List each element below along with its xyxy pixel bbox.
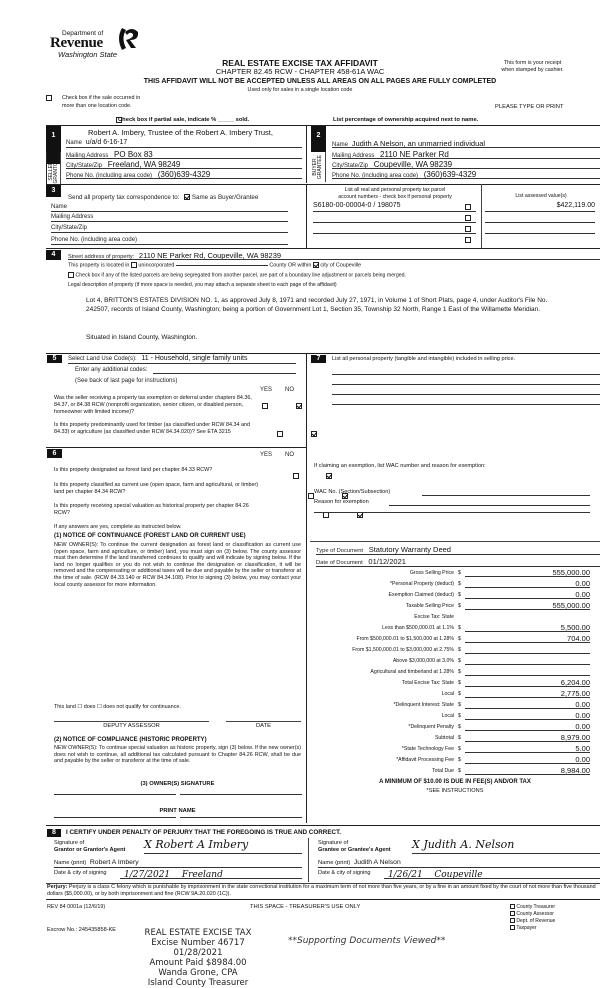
same-as-buyer-checkbox[interactable] xyxy=(184,194,190,200)
multi-location-label-1: Check box if the sale occurred in xyxy=(62,95,141,101)
s5-question-1: Was the seller receiving a property tax exemption or deferral under chapters 84.36, 84.37, or 84.38 RCW (nonprofit organization, senior citizen, or disabled person, homeowner with limited income)? xyxy=(54,395,252,415)
personal-property-line[interactable] xyxy=(332,390,600,395)
copy-checkbox[interactable] xyxy=(510,925,515,930)
grantee-date-row xyxy=(318,870,600,880)
amount-row-tier4: Above $3,000,000 at 3.0% $ xyxy=(310,656,600,666)
name-label: Name xyxy=(66,140,83,146)
yes-header: YES xyxy=(260,452,273,458)
wac-label: WAC No. (Section/Subsection) xyxy=(314,489,391,495)
grantee-signature-label-2: Grantee or Grantee's Agent xyxy=(318,847,391,853)
amount-label: Taxable Selling Price xyxy=(405,603,454,609)
seller-phone: (360)639-4329 xyxy=(157,170,211,179)
amount-row-personal-property: *Personal Property (deduct) $ 0.00 xyxy=(389,579,590,588)
street-address: 2110 NE Parker Rd, Coupeville, WA 98239 xyxy=(138,251,282,260)
amount-value[interactable] xyxy=(465,656,590,665)
stamp-excise-number: Excise Number 46717 xyxy=(151,938,245,948)
notice-1-text: NEW OWNER(S): To continue the current designation as forest land or classification as current use (open space, farm and agriculture, or timber) land, you must sign on (3) below. The county assessor must then determine if the land transferred continues to qualify and will indicate by signing below. If the land no longer qualifies or you do not wish to continue the designation or classification, it will be removed and the compensating or additional taxes will be due and payable by the seller or transferor at the time of sale. (RCW 84.33.140 or RCW 84.34.108). Prior to signing (3) below, you may contact your local county assessor for more information. xyxy=(54,542,301,588)
section-6-number: 6 xyxy=(47,449,62,458)
parcel-number: S6180-00-00004-0 / 198075 xyxy=(313,202,401,209)
form-subtitle: CHAPTER 82.45 RCW - CHAPTER 458-61A WAC xyxy=(215,67,385,76)
unincorporated-checkbox[interactable] xyxy=(131,262,137,268)
personal-property-line[interactable] xyxy=(332,370,600,375)
buyer-grantee-sidebar xyxy=(311,152,326,182)
date-city-label: Date & city of signing xyxy=(318,870,371,876)
doc-date-label: Date of Document xyxy=(316,560,363,566)
city-checkbox[interactable] xyxy=(313,262,319,268)
amount-label: *Delinquent Interest: State xyxy=(393,702,454,708)
buyer-name-field[interactable] xyxy=(332,139,600,148)
amount-label: From $1,500,000.01 to $3,000,000 at 2.75% xyxy=(352,647,454,653)
seller-name-line1: Robert A. Imbery, Trustee of the Robert A. Imbery Trust, xyxy=(88,128,273,137)
unincorporated-label: unincorporated xyxy=(138,262,175,269)
assessed-value: $422,119.00 xyxy=(556,202,595,209)
county-or-label: County OR within xyxy=(269,262,312,269)
form-revision: REV 84 0001a (12/6/19) xyxy=(47,904,106,910)
multi-location-checkbox[interactable] xyxy=(46,95,52,101)
owner-signature-line-2[interactable] xyxy=(180,790,302,795)
amount-label: Above $3,000,000 at 3.0% xyxy=(392,658,454,664)
seller-name-line2: u/a/d 6-16-17 xyxy=(85,139,128,146)
escrow-label: Escrow No.: xyxy=(47,927,78,933)
grantee-date-input[interactable] xyxy=(384,870,600,879)
amount-label: *Delinquent Penalty xyxy=(408,724,454,730)
amount-label: From $500,000.01 to $1,500,000 at 1.28% xyxy=(356,636,454,642)
city-label: City/State/Zip xyxy=(51,225,88,231)
grantee-name[interactable]: Judith A Nelson xyxy=(353,859,401,866)
notice-2-title: (2) NOTICE OF COMPLIANCE (HISTORIC PROPERTY) xyxy=(54,737,207,743)
amount-label: Subtotal xyxy=(434,735,454,741)
amount-row-processing-fee: *Affidavit Processing Fee $ 0.00 xyxy=(396,755,590,764)
copy-taxpayer xyxy=(510,925,555,932)
reason-label: Reason for exemption xyxy=(314,499,369,505)
amount-label: Local xyxy=(441,691,454,697)
grantor-signature-label-1: Signature of xyxy=(54,840,85,846)
phone-label: Phone No. (including area code) xyxy=(66,173,153,179)
parcel-header-2: account numbers - check box if personal property xyxy=(338,194,452,200)
buyer-mailing: 2110 NE Parker Rd xyxy=(380,150,449,159)
personal-property-line[interactable] xyxy=(332,380,600,385)
copy-county-treasurer xyxy=(510,904,555,911)
assessed-value-row[interactable] xyxy=(485,224,595,234)
section-5-number: 5 xyxy=(47,355,62,363)
parcel-header-1: List all real and personal property tax parcel xyxy=(344,187,446,193)
grantor-name[interactable]: Robert A Imbery xyxy=(89,859,139,866)
legal-description-label: Legal description of property (if more space is needed, you may attach a separate sheet to each page of the affidavit) xyxy=(68,282,337,288)
grantor-name-row xyxy=(54,859,302,868)
phone-label: Phone No. (including area code) xyxy=(51,237,138,243)
amount-row-tier2: From $500,000.01 to $1,500,000 at 1.28% $ 704.00 xyxy=(356,634,590,643)
name-print-label: Name (print) xyxy=(54,860,87,866)
s5-q1-no-checkbox[interactable] xyxy=(296,403,302,409)
s5-q1-yes-checkbox[interactable] xyxy=(262,403,268,409)
amount-row-local: Local $ 2,775.00 xyxy=(441,689,590,698)
amount-value[interactable]: 5,500.00 xyxy=(465,623,590,632)
legal-description-text: Lot 4, BRITTON'S ESTATES DIVISION NO. 1, as approved July 8, 1971 and recorded July 27, 1971, in Volume 1 of Short Plats, page 4, under Auditor's File No. 242507, records of Island County, Washington; being a portion of Government Lot 1, Section 35, Township 32 North, Range 1 East of the Willamette Meridian. xyxy=(86,297,548,313)
amount-value[interactable]: 5.00 xyxy=(465,744,590,753)
grantor-signature-label-2: Grantor or Grantor's Agent xyxy=(54,847,126,853)
copy-label: County Assessor xyxy=(516,911,554,917)
grantee-signature[interactable]: X Judith A. Nelson xyxy=(412,838,600,854)
grantor-city-signature: Freeland xyxy=(181,870,223,880)
personal-property-label: List all personal property (tangible and intangible) included in selling price. xyxy=(332,356,516,362)
amount-row-agricultural: Agricultural and timberland at 1.28% $ xyxy=(310,667,600,677)
doc-type-field[interactable] xyxy=(316,545,600,555)
grantee-name-row xyxy=(318,859,600,868)
copy-checkbox[interactable] xyxy=(510,911,515,916)
stamp-amount-paid: Amount Paid $8984.00 xyxy=(149,958,247,968)
s6-question-2: Is this property classified as current use (open space, farm and agricultural, or timber) land per chapter 84.34 RCW? xyxy=(54,482,259,495)
escrow-number: 245435858-KE xyxy=(78,927,117,933)
amount-row-delinquent-interest-local: Local $ 0.00 xyxy=(441,711,590,720)
assessed-value-row[interactable] xyxy=(485,213,595,223)
logo-line-3: Washington State xyxy=(58,50,118,59)
perjury-text: Perjury is a class C felony which is punishable by imprisonment in the state correctional institution for a maximum term of not more than five years, or by a fine in an amount fixed by the court of not more than five thousand dollars ($5,000.00), or by both imprisonment and fine (RCW 9A.20.020 (1C)). xyxy=(47,884,596,897)
phone-label: Phone No. (including area code) xyxy=(332,173,419,179)
personal-property-checkbox[interactable] xyxy=(465,237,471,243)
amount-value[interactable] xyxy=(465,645,590,654)
receipt-note-1: This form is your receipt xyxy=(503,60,562,66)
send-correspondence-row xyxy=(68,194,258,201)
reason-input-line-2[interactable] xyxy=(314,508,590,513)
amount-row-subtotal: Subtotal $ 8,979.00 xyxy=(434,733,590,742)
section-7-number: 7 xyxy=(311,355,326,363)
assessed-value-row[interactable] xyxy=(485,202,595,212)
grantee-city-signature: Coupeville xyxy=(434,870,483,880)
doc-type-label: Type of Document xyxy=(316,548,364,554)
seller-phone-field[interactable] xyxy=(66,170,302,179)
partial-sale-label: Check box if partial sale, indicate % _____ sold. xyxy=(118,117,250,123)
land-use-field[interactable] xyxy=(68,355,296,364)
name-label: Name xyxy=(332,142,349,148)
segregated-label: Check box if any of the listed parcels are being segregated from another parcel, are part of a boundary line adjustment or parcels being merged. xyxy=(75,272,406,279)
grantor-date-input[interactable] xyxy=(120,870,302,879)
no-header: NO xyxy=(285,452,294,458)
land-use-label: Select Land Use Code(s): xyxy=(68,356,137,362)
perjury-label: Perjury: xyxy=(47,884,68,890)
treasurer-use-label: THIS SPACE - TREASURER'S USE ONLY xyxy=(250,904,361,910)
mailing-label: Mailing Address xyxy=(51,214,94,220)
buyer-name: Judith A Nelson, an unmarried individual xyxy=(351,139,486,148)
wac-input[interactable] xyxy=(422,489,590,496)
s6-question-1: Is this property designated as forest land per chapter 84.33 RCW? xyxy=(54,467,213,473)
buyer-mailing-field[interactable] xyxy=(332,150,600,159)
copy-label: Taxpayer xyxy=(516,925,537,931)
form-title: REAL ESTATE EXCISE TAX AFFIDAVIT xyxy=(222,58,378,68)
seller-grantor-label: SELLER GRANTOR xyxy=(48,158,59,184)
located-in-label: This property is located in xyxy=(68,262,130,269)
amount-row-tier3: From $1,500,000.01 to $3,000,000 at 2.75% $ xyxy=(310,645,600,655)
logo-line-1: Department of xyxy=(62,30,104,37)
owner-signature-label: (3) OWNER(S) SIGNATURE xyxy=(140,781,215,787)
amount-label: Exemption Claimed (deduct) xyxy=(388,592,454,598)
tax-phone-field[interactable] xyxy=(51,237,288,245)
see-instructions-note: *SEE INSTRUCTIONS xyxy=(426,788,484,794)
section-2-number: 2 xyxy=(311,126,326,152)
doc-date-field[interactable] xyxy=(316,557,600,567)
amount-row-delinquent-interest-state: *Delinquent Interest: State $ 0.00 xyxy=(393,700,590,709)
doc-date: 01/12/2021 xyxy=(368,557,406,566)
street-label: Street address of property: xyxy=(68,254,135,260)
amount-value[interactable]: 8,984.00 xyxy=(465,766,590,775)
supporting-docs-note: **Supporting Documents Viewed** xyxy=(288,936,446,946)
buyer-grantee-label: BUYER GRANTEE xyxy=(312,154,323,180)
grantor-signature[interactable]: X Robert A Imbery xyxy=(144,838,302,854)
see-back-note: (See back of last page for instructions) xyxy=(75,378,178,384)
stamp-title: REAL ESTATE EXCISE TAX xyxy=(144,928,252,938)
dor-logo xyxy=(50,30,140,62)
copy-checkbox[interactable] xyxy=(510,918,515,923)
amount-label: *State Technology Fee xyxy=(401,746,454,752)
grantor-date: 1/27/2021 xyxy=(124,870,171,880)
additional-codes-label: Enter any additional codes: xyxy=(75,367,148,373)
seller-city-field[interactable] xyxy=(66,160,302,169)
copy-distribution-list xyxy=(510,904,555,932)
s5-q2-yes-checkbox[interactable] xyxy=(277,431,283,437)
reason-input[interactable] xyxy=(389,499,590,506)
notice-1-title: (1) NOTICE OF CONTINUANCE (FOREST LAND OR CURRENT USE) xyxy=(54,533,246,539)
amount-value[interactable]: 0.00 xyxy=(465,700,590,709)
amount-value[interactable]: 704.00 xyxy=(465,634,590,643)
personal-property-checkbox[interactable] xyxy=(465,215,471,221)
stamp-office: Island County Treasurer xyxy=(147,978,249,988)
buyer-city-field[interactable] xyxy=(332,160,600,169)
print-name-line-2[interactable] xyxy=(180,813,302,818)
amount-value[interactable]: 0.00 xyxy=(465,711,590,720)
ownership-note: List percentage of ownership acquired next to name. xyxy=(333,117,479,123)
name-label: Name xyxy=(51,204,68,210)
amount-value[interactable]: 8,979.00 xyxy=(465,733,590,742)
personal-property-checkbox[interactable] xyxy=(465,204,471,210)
personal-property-checkbox[interactable] xyxy=(465,226,471,232)
owner-signature-line-1[interactable] xyxy=(54,790,176,795)
additional-codes-row xyxy=(75,367,296,375)
copy-label: Dept. of Revenue xyxy=(516,918,556,924)
copy-county-assessor xyxy=(510,911,555,918)
deputy-assessor-label: DEPUTY ASSESSOR xyxy=(103,723,160,729)
city-label: city of Coupeville xyxy=(320,262,362,269)
amount-label: Excise Tax: State xyxy=(414,614,454,620)
amount-label: Total Due xyxy=(432,768,454,774)
amount-row-delinquent-penalty: *Delinquent Penalty $ 0.00 xyxy=(408,722,590,731)
send-correspondence-label: Send all property tax correspondence to: xyxy=(68,194,180,201)
parcel-row[interactable] xyxy=(313,224,476,234)
same-as-buyer-label: Same as Buyer/Grantee xyxy=(191,194,259,201)
amount-row-tier1: Less than $500,000.01 at 1.1% $ 5,500.00 xyxy=(382,623,590,632)
amount-label: Less than $500,000.01 at 1.1% xyxy=(382,625,454,631)
dor-swoosh-icon xyxy=(116,26,140,52)
amount-row-exemption: Exemption Claimed (deduct) $ 0.00 xyxy=(388,590,590,599)
parcel-row[interactable] xyxy=(313,213,476,223)
stamp-signer: Wanda Grone, CPA xyxy=(158,968,238,978)
section-8-number: 8 xyxy=(47,829,61,837)
date-city-label: Date & city of signing xyxy=(54,870,107,876)
buyer-phone: (360)639-4329 xyxy=(423,170,477,179)
print-name-label: PRINT NAME xyxy=(159,808,196,814)
no-header: NO xyxy=(285,387,294,393)
copy-checkbox[interactable] xyxy=(510,904,515,909)
seller-city: Freeland, WA 98249 xyxy=(107,160,181,169)
segregated-checkbox[interactable] xyxy=(68,272,74,278)
segregated-row xyxy=(68,272,406,278)
mailing-label: Mailing Address xyxy=(66,153,109,159)
amount-value[interactable]: 0.00 xyxy=(465,590,590,599)
parcel-row[interactable] xyxy=(313,235,476,245)
completion-warning: THIS AFFIDAVIT WILL NOT BE ACCEPTED UNLESS ALL AREAS ON ALL PAGES ARE FULLY COMPLETED xyxy=(143,78,497,85)
copy-dept-revenue xyxy=(510,918,555,925)
single-location-note: Used only for sales in a single location code xyxy=(247,87,353,93)
amount-value[interactable]: 555,000.00 xyxy=(465,568,590,577)
yes-header: YES xyxy=(260,387,273,393)
certify-statement: I CERTIFY UNDER PENALTY OF PERJURY THAT THE FOREGOING IS TRUE AND CORRECT. xyxy=(66,829,341,836)
escrow-number-row xyxy=(47,927,116,933)
receipt-note-2: when stamped by cashier. xyxy=(501,67,564,73)
amount-label: Local xyxy=(441,713,454,719)
if-yes-note: If any answers are yes, complete as instructed below. xyxy=(54,524,182,530)
reason-row xyxy=(314,499,600,507)
wac-row xyxy=(314,489,600,497)
excise-tax-state-header xyxy=(310,612,600,622)
seller-mailing-field[interactable] xyxy=(66,150,302,159)
land-use-code: 11 - Household, single family units xyxy=(141,355,248,362)
s6-q1-no-checkbox[interactable] xyxy=(326,473,332,479)
s6-question-3: Is this property receiving special valuation as historical property per chapter 84.26 RCW? xyxy=(54,503,249,516)
buyer-city: Coupeville, WA 98239 xyxy=(373,160,453,169)
grantee-signature-label-1: Signature of xyxy=(318,840,349,846)
s5-q2-no-checkbox[interactable] xyxy=(311,431,317,437)
parcel-row[interactable] xyxy=(313,202,476,212)
additional-codes-input[interactable] xyxy=(153,367,296,374)
minimum-due-note: A MINIMUM OF $10.00 IS DUE IN FEE(S) AND/OR TAX xyxy=(379,779,531,785)
amount-value[interactable]: 555,000.00 xyxy=(465,601,590,610)
stamp-date: 01/28/2021 xyxy=(173,948,223,958)
seller-mailing: PO Box 83 xyxy=(114,150,153,159)
s5-question-2: Is this property predominantly used for timber (as classified under RCW 84.34 and 84.33) or agriculture (as classified under RCW 84.34.020)? See ETA 3215 xyxy=(54,422,250,435)
amount-row-technology-fee: *State Technology Fee $ 5.00 xyxy=(401,744,590,753)
s6-q1-yes-checkbox[interactable] xyxy=(293,473,299,479)
amount-value[interactable]: 2,775.00 xyxy=(465,689,590,698)
section-1-number: 1 xyxy=(46,126,61,164)
amount-label: *Affidavit Processing Fee xyxy=(396,757,454,763)
amount-label: *Personal Property (deduct) xyxy=(389,581,454,587)
perjury-notice xyxy=(47,884,600,898)
city-label: City/State/Zip xyxy=(332,163,369,169)
doc-type: Statutory Warranty Deed xyxy=(368,545,451,554)
tax-city-field[interactable] xyxy=(51,225,288,233)
assessed-header: List assessed value(s) xyxy=(515,193,567,199)
amount-value[interactable]: 0.00 xyxy=(465,579,590,588)
amount-label: Gross Selling Price xyxy=(409,570,454,576)
amount-value[interactable]: 0.00 xyxy=(465,722,590,731)
qualify-text: This land ☐ does ☐ does not qualify for continuance. xyxy=(54,704,181,710)
situated-text: Situated in Island County, Washington. xyxy=(86,334,198,341)
amount-row-total-state: Total Excise Tax: State $ 6,204.00 xyxy=(401,678,590,687)
notice-2-text: NEW OWNER(S): To continue special valuation as historic property, sign (3) below. If the new owner(s) does not wish to continue, all additional tax calculated pursuant to Chapter 84.26 RCW, shall be due and payable by the seller or transferor at the time of sale. xyxy=(54,745,301,765)
date-label: DATE xyxy=(255,723,272,729)
section-4-number: 4 xyxy=(46,250,61,260)
amount-row-gross: Gross Selling Price $ 555,000.00 xyxy=(409,568,590,577)
street-address-field[interactable] xyxy=(68,251,600,260)
type-or-print: PLEASE TYPE OR PRINT xyxy=(495,104,564,110)
print-name-line-1[interactable] xyxy=(54,813,176,818)
amount-value[interactable]: 0.00 xyxy=(465,755,590,764)
location-row xyxy=(68,262,361,268)
amount-label: Total Excise Tax: State xyxy=(401,680,454,686)
seller-name-field[interactable] xyxy=(66,139,302,148)
exemption-label: If claiming an exemption, list WAC number and reason for exemption: xyxy=(314,463,486,469)
amount-value[interactable]: 6,204.00 xyxy=(465,678,590,687)
buyer-phone-field[interactable] xyxy=(332,170,600,179)
treasurer-stamp xyxy=(134,928,262,988)
city-label: City/State/Zip xyxy=(66,163,103,169)
mailing-label: Mailing Address xyxy=(332,153,375,159)
amount-row-taxable: Taxable Selling Price $ 555,000.00 xyxy=(405,601,590,610)
grantor-date-row xyxy=(54,870,302,880)
logo-line-2: Revenue xyxy=(50,35,103,51)
grantee-date: 1/26/21 xyxy=(388,870,423,880)
copy-label: County Treasurer xyxy=(516,904,556,910)
amount-label: Agricultural and timberland at 1.28% xyxy=(370,669,454,675)
amount-value[interactable] xyxy=(465,667,590,676)
multi-location-label-2: more than one location code. xyxy=(62,103,132,109)
name-print-label: Name (print) xyxy=(318,860,351,866)
personal-property-line[interactable] xyxy=(332,400,600,405)
section-3-number: 3 xyxy=(46,185,61,197)
tax-name-field[interactable] xyxy=(51,204,288,212)
tax-mailing-field[interactable] xyxy=(51,214,288,222)
amount-row-total-due: Total Due $ 8,984.00 xyxy=(432,766,590,775)
